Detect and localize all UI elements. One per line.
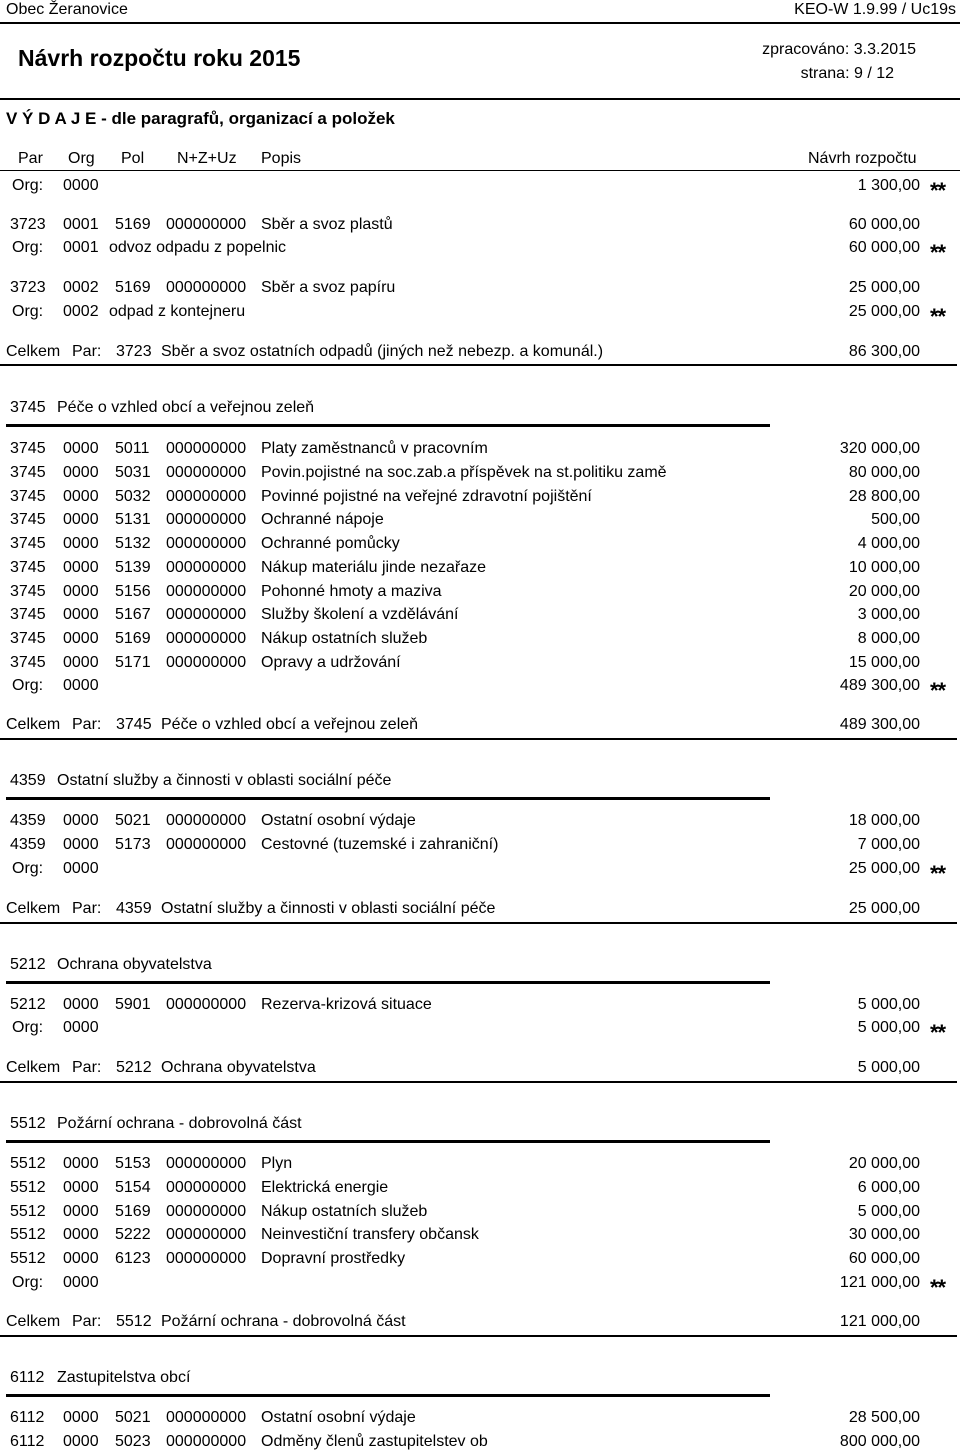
- pol-code: 5021: [115, 812, 151, 829]
- org-label: Org:: [12, 177, 44, 194]
- heading-name: Ostatní služby a činnosti v oblasti sociální péče: [57, 772, 392, 789]
- org-code: 0000: [63, 1250, 99, 1267]
- pol-code: 5222: [115, 1226, 151, 1243]
- par-code: 3723: [10, 279, 46, 296]
- org-code: 0001: [63, 239, 99, 256]
- org-subtotal-row: [0, 301, 960, 329]
- par-code: 4359: [10, 812, 46, 829]
- nzu-code: 000000000: [166, 535, 247, 552]
- nzu-code: 000000000: [166, 1409, 247, 1426]
- par-code: 3745: [10, 583, 46, 600]
- amount: 28 800,00: [848, 488, 920, 505]
- org-code: 0000: [63, 464, 99, 481]
- celkem-label: Celkem: [6, 1059, 61, 1076]
- par-label: Par:: [72, 1059, 102, 1076]
- amount: 7 000,00: [857, 836, 920, 853]
- org-amount: 1 300,00: [857, 177, 920, 194]
- heading-name: Péče o vzhled obcí a veřejnou zeleň: [57, 399, 315, 416]
- pol-code: 5169: [115, 279, 151, 296]
- header-bottom-rule: [0, 98, 960, 100]
- amount: 60 000,00: [848, 1250, 920, 1267]
- org-amount: 25 000,00: [848, 860, 920, 877]
- par-code: 3745: [10, 440, 46, 457]
- total-rule: [0, 364, 957, 366]
- par-code: 5512: [116, 1313, 152, 1330]
- org-label: Org:: [12, 860, 44, 877]
- pol-code: 5169: [115, 630, 151, 647]
- description: Platy zaměstnanců v pracovním: [261, 440, 488, 457]
- heading-rule: [6, 424, 770, 427]
- col-par: Par: [18, 150, 43, 167]
- celkem-label: Celkem: [6, 900, 61, 917]
- table-row: [0, 277, 960, 299]
- org-code: 0000: [63, 559, 99, 576]
- pol-code: 6123: [115, 1250, 151, 1267]
- subtotal-stars: **: [930, 678, 946, 703]
- paragraph-heading: [0, 954, 960, 976]
- heading-rule: [6, 1140, 770, 1143]
- par-code: 5212: [10, 996, 46, 1013]
- description: Sběr a svoz plastů: [261, 216, 393, 233]
- table-row: [0, 557, 960, 579]
- description: Služby školení a vzdělávání: [261, 606, 459, 623]
- description: Ochranné nápoje: [261, 511, 384, 528]
- org-code: 0000: [63, 630, 99, 647]
- pol-code: 5131: [115, 511, 151, 528]
- par-code: 5512: [10, 1203, 46, 1220]
- org-code: 0001: [63, 216, 99, 233]
- org-subtotal-row: [0, 675, 960, 703]
- nzu-code: 000000000: [166, 583, 247, 600]
- nzu-code: 000000000: [166, 812, 247, 829]
- par-code: 3745: [10, 464, 46, 481]
- paragraph-total-row: [0, 341, 960, 363]
- org-code: 0000: [63, 1203, 99, 1220]
- pol-code: 5167: [115, 606, 151, 623]
- description: Nákup materiálu jinde nezařaze: [261, 559, 487, 576]
- nzu-code: 000000000: [166, 488, 247, 505]
- heading-rule: [6, 981, 770, 984]
- par-name: Sběr a svoz ostatních odpadů (jiných než nebezp. a komunál.): [161, 343, 604, 360]
- par-code: 4359: [10, 836, 46, 853]
- org-amount: 121 000,00: [839, 1274, 920, 1291]
- org-code: 0002: [63, 303, 99, 320]
- amount: 8 000,00: [857, 630, 920, 647]
- heading-code: 5512: [10, 1115, 46, 1132]
- total-amount: 5 000,00: [857, 1059, 920, 1076]
- par-code: 3745: [10, 606, 46, 623]
- par-code: 5512: [10, 1179, 46, 1196]
- col-nzu: N+Z+Uz: [177, 150, 237, 167]
- heading-name: Zastupitelstva obcí: [57, 1369, 191, 1386]
- pol-code: 5031: [115, 464, 151, 481]
- table-row: [0, 1407, 960, 1429]
- par-name: Ostatní služby a činnosti v oblasti sociální péče: [161, 900, 496, 917]
- column-header-rule: [0, 170, 960, 171]
- nzu-code: 000000000: [166, 1203, 247, 1220]
- subtotal-stars: **: [930, 861, 946, 886]
- par-code: 5512: [10, 1226, 46, 1243]
- nzu-code: 000000000: [166, 654, 247, 671]
- description: Rezerva-krizová situace: [261, 996, 432, 1013]
- par-code: 3745: [10, 630, 46, 647]
- org-label: Org:: [12, 303, 44, 320]
- amount: 20 000,00: [848, 1155, 920, 1172]
- subtotal-stars: **: [930, 1275, 946, 1300]
- pol-code: 5169: [115, 216, 151, 233]
- par-code: 5512: [10, 1250, 46, 1267]
- amount: 5 000,00: [857, 996, 920, 1013]
- amount: 6 000,00: [857, 1179, 920, 1196]
- pol-code: 5011: [115, 440, 150, 457]
- nzu-code: 000000000: [166, 630, 247, 647]
- table-row: [0, 462, 960, 484]
- org-code: 0000: [63, 606, 99, 623]
- par-code: 3723: [116, 343, 152, 360]
- table-row: [0, 214, 960, 236]
- nzu-code: 000000000: [166, 996, 247, 1013]
- heading-rule: [6, 797, 770, 800]
- par-label: Par:: [72, 343, 102, 360]
- heading-code: 4359: [10, 772, 46, 789]
- report-title: Návrh rozpočtu roku 2015: [18, 45, 301, 71]
- amount: 28 500,00: [848, 1409, 920, 1426]
- page-number: strana: 9 / 12: [800, 65, 894, 82]
- par-label: Par:: [72, 1313, 102, 1330]
- total-rule: [0, 1081, 957, 1083]
- par-code: 6112: [10, 1409, 45, 1426]
- par-code: 5212: [116, 1059, 152, 1076]
- pol-code: 5021: [115, 1409, 151, 1426]
- nzu-code: 000000000: [166, 836, 247, 853]
- nzu-code: 000000000: [166, 511, 247, 528]
- total-amount: 25 000,00: [848, 900, 920, 917]
- par-code: 6112: [10, 1433, 45, 1450]
- par-code: 3745: [10, 488, 46, 505]
- par-code: 3745: [10, 535, 46, 552]
- amount: 80 000,00: [848, 464, 920, 481]
- amount: 3 000,00: [857, 606, 920, 623]
- par-code: 3745: [10, 511, 46, 528]
- total-rule: [0, 922, 957, 924]
- nzu-code: 000000000: [166, 1226, 247, 1243]
- amount: 15 000,00: [848, 654, 920, 671]
- table-row: [0, 486, 960, 508]
- amount: 500,00: [871, 511, 920, 528]
- heading-code: 5212: [10, 956, 46, 973]
- amount: 25 000,00: [848, 279, 920, 296]
- paragraph-total-row: [0, 1057, 960, 1079]
- description: Pohonné hmoty a maziva: [261, 583, 442, 600]
- pol-code: 5901: [115, 996, 151, 1013]
- nzu-code: 000000000: [166, 606, 247, 623]
- description: Povinné pojistné na veřejné zdravotní pojištění: [261, 488, 592, 505]
- org-code: 0000: [63, 1409, 99, 1426]
- col-popis: Popis: [261, 150, 302, 167]
- nzu-code: 000000000: [166, 216, 247, 233]
- heading-name: Ochrana obyvatelstva: [57, 956, 212, 973]
- amount: 18 000,00: [848, 812, 920, 829]
- table-row: [0, 604, 960, 626]
- org-code: 0000: [63, 812, 99, 829]
- pol-code: 5032: [115, 488, 151, 505]
- municipality-name: Obec Žeranovice: [6, 1, 128, 18]
- subtotal-stars: **: [930, 304, 946, 329]
- amount: 30 000,00: [848, 1226, 920, 1243]
- description: Sběr a svoz papíru: [261, 279, 396, 296]
- nzu-code: 000000000: [166, 1433, 247, 1450]
- table-row: [0, 533, 960, 555]
- description: Plyn: [261, 1155, 293, 1172]
- pol-code: 5154: [115, 1179, 151, 1196]
- pol-code: 5023: [115, 1433, 151, 1450]
- description: Nákup ostatních služeb: [261, 1203, 428, 1220]
- org-subtotal-row: [0, 1017, 960, 1045]
- org-code: 0000: [63, 860, 99, 877]
- col-pol: Pol: [121, 150, 145, 167]
- org-subtotal-row: [0, 1272, 960, 1300]
- paragraph-total-row: [0, 898, 960, 920]
- description: Povin.pojistné na soc.zab.a příspěvek na st.politiku zamě: [261, 464, 667, 481]
- amount: 10 000,00: [848, 559, 920, 576]
- nzu-code: 000000000: [166, 440, 247, 457]
- description: Opravy a udržování: [261, 654, 401, 671]
- pol-code: 5132: [115, 535, 151, 552]
- description: Nákup ostatních služeb: [261, 630, 428, 647]
- table-row: [0, 509, 960, 531]
- par-name: Péče o vzhled obcí a veřejnou zeleň: [161, 716, 419, 733]
- org-code: 0000: [63, 996, 99, 1013]
- amount: 800 000,00: [839, 1433, 920, 1450]
- heading-code: 3745: [10, 399, 46, 416]
- org-code: 0002: [63, 279, 99, 296]
- paragraph-heading: [0, 1113, 960, 1135]
- nzu-code: 000000000: [166, 1155, 247, 1172]
- org-subtotal-row: [0, 175, 960, 203]
- total-amount: 489 300,00: [839, 716, 920, 733]
- org-code: 0000: [63, 1274, 99, 1291]
- processed-date: zpracováno: 3.3.2015: [762, 41, 916, 58]
- table-row: [0, 581, 960, 603]
- table-row: [0, 1153, 960, 1175]
- org-subtotal-row: [0, 237, 960, 265]
- pol-code: 5171: [115, 654, 151, 671]
- header-top-rule: [0, 22, 960, 24]
- heading-name: Požární ochrana - dobrovolná část: [57, 1115, 302, 1132]
- table-row: [0, 1248, 960, 1270]
- par-code: 5512: [10, 1155, 46, 1172]
- org-code: 0000: [63, 1179, 99, 1196]
- org-code: 0000: [63, 1155, 99, 1172]
- par-name: Požární ochrana - dobrovolná část: [161, 1313, 406, 1330]
- paragraph-heading: [0, 1367, 960, 1389]
- org-amount: 60 000,00: [848, 239, 920, 256]
- pol-code: 5139: [115, 559, 151, 576]
- amount: 4 000,00: [857, 535, 920, 552]
- pol-code: 5156: [115, 583, 151, 600]
- par-code: 4359: [116, 900, 152, 917]
- report-subtitle: V Ý D A J E - dle paragrafů, organizací a položek: [6, 109, 395, 128]
- org-amount: 5 000,00: [857, 1019, 920, 1036]
- description: Odměny členů zastupitelstev ob: [261, 1433, 488, 1450]
- org-code: 0000: [63, 836, 99, 853]
- paragraph-total-row: [0, 1311, 960, 1333]
- org-code: 0000: [63, 440, 99, 457]
- nzu-code: 000000000: [166, 559, 247, 576]
- amount: 60 000,00: [848, 216, 920, 233]
- org-label: Org:: [12, 1274, 44, 1291]
- pol-code: 5153: [115, 1155, 151, 1172]
- org-amount: 25 000,00: [848, 303, 920, 320]
- org-code: 0000: [63, 1226, 99, 1243]
- col-amount: Návrh rozpočtu: [808, 150, 917, 167]
- table-row: [0, 628, 960, 650]
- par-code: 3745: [10, 559, 46, 576]
- org-code: 0000: [63, 511, 99, 528]
- amount: 5 000,00: [857, 1203, 920, 1220]
- org-subtotal-row: [0, 858, 960, 886]
- col-org: Org: [68, 150, 95, 167]
- nzu-code: 000000000: [166, 1250, 247, 1267]
- par-name: Ochrana obyvatelstva: [161, 1059, 316, 1076]
- org-code: 0000: [63, 654, 99, 671]
- description: Elektrická energie: [261, 1179, 389, 1196]
- table-row: [0, 1224, 960, 1246]
- nzu-code: 000000000: [166, 464, 247, 481]
- celkem-label: Celkem: [6, 1313, 61, 1330]
- celkem-label: Celkem: [6, 343, 61, 360]
- pol-code: 5169: [115, 1203, 151, 1220]
- table-row: [0, 834, 960, 856]
- table-row: [0, 1177, 960, 1199]
- subtotal-stars: **: [930, 1020, 946, 1045]
- nzu-code: 000000000: [166, 279, 247, 296]
- pol-code: 5173: [115, 836, 151, 853]
- description: Ochranné pomůcky: [261, 535, 400, 552]
- table-row: [0, 1201, 960, 1223]
- org-label: Org:: [12, 1019, 44, 1036]
- org-name: odvoz odpadu z popelnic: [109, 239, 287, 256]
- total-rule: [0, 1335, 957, 1337]
- total-amount: 86 300,00: [848, 343, 920, 360]
- org-code: 0000: [63, 1433, 99, 1450]
- amount: 320 000,00: [839, 440, 920, 457]
- table-row: [0, 1431, 960, 1453]
- subtotal-stars: **: [930, 240, 946, 265]
- org-code: 0000: [63, 583, 99, 600]
- org-label: Org:: [12, 239, 44, 256]
- system-version: KEO-W 1.9.99 / Uc19s: [794, 1, 956, 18]
- celkem-label: Celkem: [6, 716, 61, 733]
- heading-rule: [6, 1394, 770, 1397]
- subtotal-stars: **: [930, 178, 946, 203]
- table-row: [0, 438, 960, 460]
- org-name: odpad z kontejneru: [109, 303, 246, 320]
- heading-code: 6112: [10, 1369, 45, 1386]
- description: Ostatní osobní výdaje: [261, 812, 416, 829]
- org-code: 0000: [63, 677, 99, 694]
- description: Cestovné (tuzemské i zahraniční): [261, 836, 499, 853]
- table-row: [0, 810, 960, 832]
- total-amount: 121 000,00: [839, 1313, 920, 1330]
- amount: 20 000,00: [848, 583, 920, 600]
- description: Ostatní osobní výdaje: [261, 1409, 416, 1426]
- org-code: 0000: [63, 177, 99, 194]
- paragraph-heading: [0, 397, 960, 419]
- par-label: Par:: [72, 716, 102, 733]
- total-rule: [0, 738, 957, 740]
- table-row: [0, 652, 960, 674]
- org-label: Org:: [12, 677, 44, 694]
- org-amount: 489 300,00: [839, 677, 920, 694]
- par-code: 3723: [10, 216, 46, 233]
- par-code: 3745: [10, 654, 46, 671]
- description: Neinvestiční transfery občansk: [261, 1226, 479, 1243]
- par-code: 3745: [116, 716, 152, 733]
- org-code: 0000: [63, 535, 99, 552]
- paragraph-total-row: [0, 714, 960, 736]
- org-code: 0000: [63, 488, 99, 505]
- description: Dopravní prostředky: [261, 1250, 406, 1267]
- nzu-code: 000000000: [166, 1179, 247, 1196]
- table-row: [0, 994, 960, 1016]
- column-header-row: [0, 148, 960, 170]
- org-code: 0000: [63, 1019, 99, 1036]
- par-label: Par:: [72, 900, 102, 917]
- paragraph-heading: [0, 770, 960, 792]
